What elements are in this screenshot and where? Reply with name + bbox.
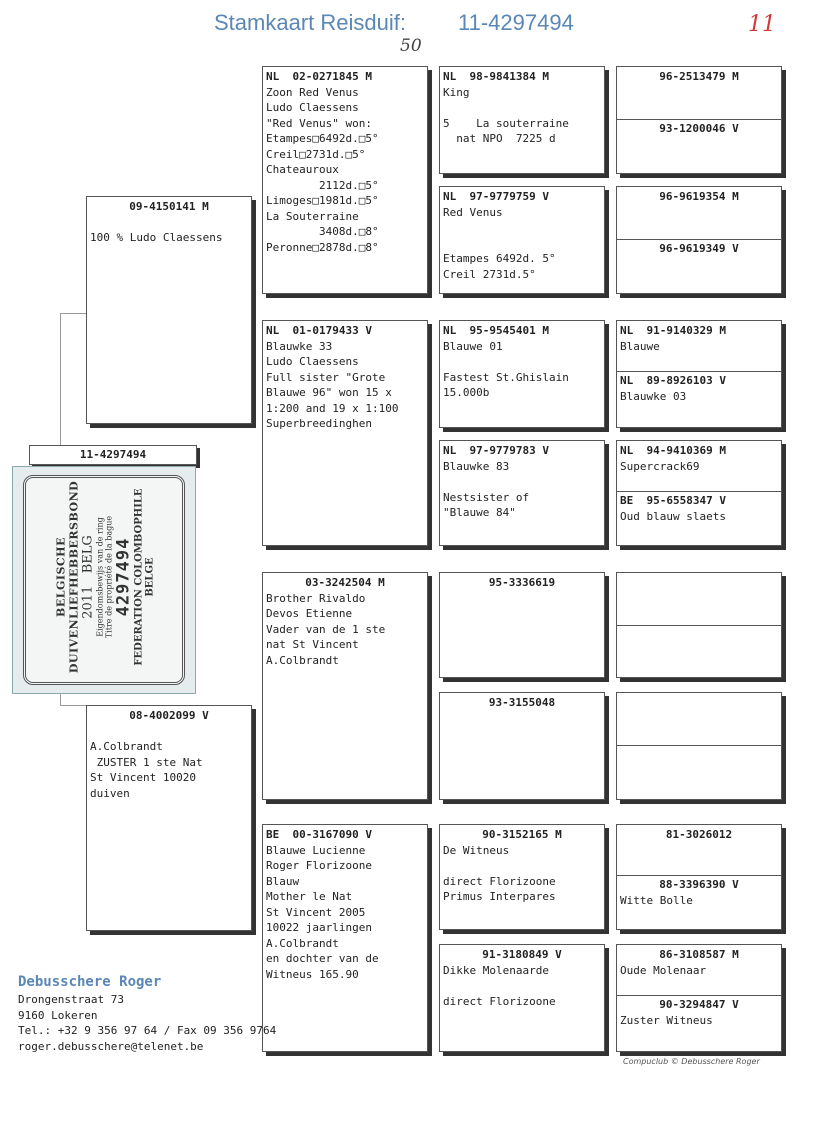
pedigree-line: Mother le Nat: [266, 890, 353, 903]
ring-card-note-fr: Titre de propriété de la bague: [104, 515, 114, 639]
ancestor-name: Oude Molenaar: [620, 963, 707, 977]
pedigree-line: A.Colbrandt: [266, 653, 339, 667]
ancestor-pair-card[interactable]: [616, 66, 782, 174]
pedigree-line: Zoon Red Venus: [266, 85, 359, 99]
pedigree-line: 3408d.□8°: [266, 225, 379, 238]
grandparent-ring: NL 02-0271845 M: [266, 70, 372, 83]
great-grandparent-ring: 95-3336619: [488, 576, 556, 589]
ring-card-federation-fr: FEDERATION COLOMBOPHILE BELGE: [133, 488, 156, 666]
pedigree-line: Creil□2731d.□5°: [266, 147, 366, 161]
ancestor-pair-card[interactable]: [616, 320, 782, 428]
great-grandparent-ring: 91-3180849 V: [482, 948, 562, 961]
ancestor-ring: 93-1200046 V: [659, 122, 739, 135]
card-divider: [617, 875, 781, 876]
pedigree-line: Brother Rivaldo: [266, 591, 366, 605]
pedigree-line: Witneus 165.90: [266, 967, 359, 981]
owner-phone: Tel.: +32 9 356 97 64 / Fax 09 356 9764: [18, 1024, 277, 1037]
pedigree-line: Etampes 6492d. 5°: [443, 252, 556, 265]
handwritten-page-number: 11: [748, 12, 776, 37]
dam-card[interactable]: [86, 705, 252, 931]
ancestor-ring: 96-2513479 M: [659, 70, 739, 83]
ancestor-ring: 90-3294847 V: [659, 998, 739, 1011]
card-divider: [617, 119, 781, 120]
card-divider: [617, 625, 781, 626]
pedigree-line: Limoges□1981d.□5°: [266, 194, 379, 207]
owner-street: Drongenstraat 73: [18, 993, 124, 1006]
ancestor-pair-card[interactable]: [616, 944, 782, 1052]
grandparent-ring: NL 01-0179433 V: [266, 324, 372, 337]
pedigree-line: direct Florizoone: [443, 994, 556, 1008]
pedigree-line: La Souterraine: [266, 209, 359, 223]
ring-ownership-card: [12, 466, 196, 694]
pedigree-line: Blauwke 83: [443, 459, 510, 473]
ancestor-pair-card[interactable]: [616, 572, 782, 678]
ancestor-ring: 81-3026012: [665, 828, 733, 841]
dam-line: A.Colbrandt: [90, 740, 163, 753]
card-divider: [617, 745, 781, 746]
great-grandparent-ring: NL 95-9545401 M: [443, 324, 549, 337]
pedigree-line: Nestsister of: [443, 490, 530, 504]
pedigree-line: Creil 2731d.5°: [443, 267, 536, 281]
great-grandparent-card[interactable]: [439, 572, 605, 678]
great-grandparent-card[interactable]: [439, 440, 605, 546]
ancestor-name: Zuster Witneus: [620, 1013, 713, 1027]
pedigree-line: De Witneus: [443, 843, 510, 857]
grandparent-ring: 03-3242504 M: [305, 576, 385, 589]
pedigree-line: St Vincent 2005: [266, 905, 366, 919]
ancestor-ring: NL 91-9140329 M: [620, 324, 726, 337]
page-title: Stamkaart Reisduif:: [214, 10, 406, 35]
pedigree-line: Blauwe 01: [443, 339, 503, 353]
ancestor-name: Blauwe: [620, 339, 660, 353]
ancestor-pair-card[interactable]: [616, 824, 782, 930]
grandparent-card[interactable]: [262, 572, 428, 800]
dam-line: ZUSTER 1 ste Nat: [90, 755, 203, 769]
pedigree-line: "Blauwe 84": [443, 506, 516, 519]
pedigree-line: 5 La souterraine: [443, 116, 569, 130]
ancestor-ring: 88-3396390 V: [659, 878, 739, 891]
owner-city: 9160 Lokeren: [18, 1008, 98, 1022]
pedigree-line: Vader van de 1 ste: [266, 622, 386, 636]
ancestor-pair-card[interactable]: [616, 186, 782, 294]
grandparent-card[interactable]: [262, 824, 428, 1052]
pedigree-line: King: [443, 85, 470, 99]
pedigree-line: Etampes□6492d.□5°: [266, 132, 379, 145]
ancestor-ring: 96-9619349 V: [659, 242, 739, 255]
card-divider: [617, 995, 781, 996]
pedigree-line: 15.000b: [443, 386, 490, 399]
pedigree-line: Blauwe Lucienne: [266, 843, 366, 857]
ancestor-pair-card[interactable]: [616, 692, 782, 800]
ring-card-note-nl: Eigendomsbewijs van de ring: [95, 517, 105, 637]
pedigree-line: 1:200 and 19 x 1:100: [266, 401, 399, 415]
owner-name: Debusschere Roger: [18, 974, 162, 990]
pedigree-line: Primus Interpares: [443, 890, 556, 903]
great-grandparent-card[interactable]: [439, 824, 605, 930]
pedigree-line: Full sister "Grote: [266, 370, 386, 384]
sire-card[interactable]: [86, 196, 252, 424]
ancestor-pair-card[interactable]: [616, 440, 782, 546]
great-grandparent-ring: NL 98-9841384 M: [443, 70, 549, 83]
pedigree-line: Ludo Claessens: [266, 101, 359, 114]
ancestor-name: Supercrack69: [620, 459, 700, 473]
pedigree-line: Blauwke 33: [266, 339, 333, 353]
ancestor-name: Oud blauw slaets: [620, 509, 726, 523]
pedigree-line: direct Florizoone: [443, 874, 556, 888]
handwritten-note: 50: [400, 36, 422, 56]
pedigree-line: 2112d.□5°: [266, 178, 379, 192]
card-divider: [617, 371, 781, 372]
connector-line: [60, 313, 86, 453]
owner-email[interactable]: roger.debusschere@telenet.be: [18, 1039, 204, 1053]
card-divider: [617, 491, 781, 492]
great-grandparent-ring: 93-3155048: [488, 696, 556, 709]
subject-ring-number: 11-4297494: [458, 10, 574, 35]
dam-ring: 08-4002099 V: [129, 709, 209, 722]
pedigree-line: nat St Vincent: [266, 638, 359, 651]
ring-card-federation-nl: BELGISCHE DUIVENLIEFHEBBERSBOND: [54, 480, 81, 674]
great-grandparent-ring: 90-3152165 M: [482, 828, 562, 841]
great-grandparent-ring: NL 97-9779783 V: [443, 444, 549, 457]
owner-block: [18, 972, 276, 1054]
footer-credit: Compuclub © Debusschere Roger: [623, 1057, 760, 1066]
ancestor-ring: NL 94-9410369 M: [620, 444, 726, 457]
dam-line: duiven: [90, 786, 130, 800]
pedigree-line: nat NPO 7225 d: [443, 132, 556, 145]
pedigree-line: Chateauroux: [266, 163, 339, 176]
pedigree-line: Peronne□2878d.□8°: [266, 240, 379, 254]
sire-line: 100 % Ludo Claessens: [90, 231, 223, 244]
ring-card-year: 2011: [80, 585, 96, 619]
great-grandparent-card[interactable]: [439, 66, 605, 174]
great-grandparent-card[interactable]: [439, 186, 605, 294]
pedigree-line: Red Venus: [443, 205, 503, 219]
ancestor-name: Witte Bolle: [620, 893, 693, 907]
grandparent-card[interactable]: [262, 320, 428, 546]
pedigree-line: Blauw: [266, 874, 300, 888]
pedigree-line: Ludo Claessens: [266, 355, 359, 368]
pedigree-line: Fastest St.Ghislain: [443, 370, 569, 384]
pedigree-line: Dikke Molenaarde: [443, 963, 549, 977]
great-grandparent-card[interactable]: [439, 944, 605, 1052]
pedigree-line: A.Colbrandt: [266, 936, 339, 950]
pedigree-line: en dochter van de: [266, 952, 379, 965]
ancestor-ring: BE 95-6558347 V: [620, 494, 726, 507]
pedigree-line: Superbreedinghen: [266, 417, 372, 430]
great-grandparent-ring: NL 97-9779759 V: [443, 190, 549, 203]
great-grandparent-card[interactable]: [439, 692, 605, 800]
pedigree-line: "Red Venus" won:: [266, 116, 372, 130]
ancestor-ring: NL 89-8926103 V: [620, 374, 726, 387]
sire-ring: 09-4150141 M: [129, 200, 209, 213]
grandparent-card[interactable]: [262, 66, 428, 294]
pedigree-line: Blauwe 96" won 15 x: [266, 386, 392, 399]
ancestor-ring: 86-3108587 M: [659, 948, 739, 961]
ring-card-number: 4297494: [113, 537, 134, 617]
pedigree-line: Roger Florizoone: [266, 859, 372, 872]
ancestor-ring: 96-9619354 M: [659, 190, 739, 203]
grandparent-ring: BE 00-3167090 V: [266, 828, 372, 841]
pedigree-line: Devos Etienne: [266, 607, 353, 620]
subject-ring-tag: 11-4297494: [29, 445, 197, 465]
card-divider: [617, 239, 781, 240]
ring-card-text: [55, 472, 156, 682]
great-grandparent-card[interactable]: [439, 320, 605, 428]
pedigree-line: 10022 jaarlingen: [266, 921, 372, 934]
dam-line: St Vincent 10020: [90, 771, 196, 784]
ring-card-country: BELG: [80, 535, 96, 574]
ancestor-name: Blauwke 03: [620, 389, 687, 403]
